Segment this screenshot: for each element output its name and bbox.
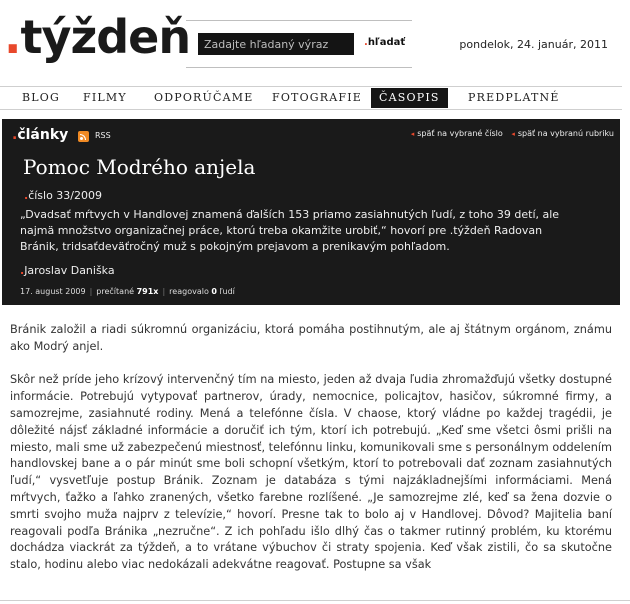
back-to-issue-link[interactable]: ◂ späť na vybrané číslo <box>410 129 503 138</box>
article-paragraph: Skôr než príde jeho krízový intervenčný tím na miesto, jeden až dvaja ľudia zhromažďujú všetky dostupné informácie. Potrebujú vytypovať partnerov, úrady, nemocnice, policajtov, hasičov, súkromné firmy, a samozrejme, zasiahnuté rodiny. Mená a telefónne čísla. V chaose, ktorý vládne po každej tragédii, je dôležité nájsť základné informácie a doručiť ich tým, ktorí ich potrebujú. „Keď sme všetci ôsmi prišli na miesto, mali sme už zabezpečenú miestnosť, telefónnu linku, komunikovali sme s personálnym oddelením handlovskej bane a o pár minút sme boli schopní všetkým, ktorí to potrebovali dať zoznam zasiahnutých ľudí,“ vysvetľuje postup Bránik. Zoznam je databáza s tými najzákladnejšími informáciami. Mená mŕtvych, ťažko a ľahko zranených, všetko farebne rozlíšené. „Je samozrejme zlé, keď sa žena dozvie o smrti svojho muža najprv z televízie,“ hovorí. Presne tak to bolo aj v Handlovej. Dôvod? Majitelia baní reagovali podľa Bránika „nezručne“. Z ich pohľadu išlo dlhý čas o takmer rutinný problém, ku ktorému dochádza viackrát za týždeň, a to vrátane výbuchov či straty spojenia. Keď však zistili, čo sa skutočne stalo, hodinu alebo viac nedokázali adekvátne reagovať. Postupne sa však <box>10 373 612 572</box>
nav-item-casopis[interactable]: ČASOPIS <box>371 88 448 108</box>
search-button[interactable]: .hľadať <box>364 37 406 48</box>
search-input[interactable] <box>198 33 354 55</box>
viewport-edge <box>0 600 630 604</box>
back-to-section-link[interactable]: ◂ späť na vybranú rubriku <box>511 129 614 138</box>
nav-item-fotografie[interactable]: FOTOGRAFIE <box>272 91 363 104</box>
nav-item-blog[interactable]: BLOG <box>22 91 60 104</box>
article-lead: „Dvadsať mŕtvych v Handlovej znamená ďalších 153 priamo zasiahnutých ľudí, z toho 39 detí, ale najmä množstvo organizačnej práce, ktorú treba okamžite urobiť,“ hovorí pre .týždeň Radovan Bránik, tridsaťdeväťročný muž s pokojným prejavom a prenikavým pohľadom. <box>20 208 560 253</box>
article-paragraph: Bránik založil a riadi súkromnú organizáciu, ktorá pomáha postihnutým, ale aj štátnym orgánom, známu ako Modrý anjel. <box>10 323 612 353</box>
article-meta: 17. august 2009 | prečítané 791x | reagovalo 0 ľudí <box>20 287 235 296</box>
article-title: Pomoc Modrého anjela <box>23 155 256 179</box>
section-label[interactable]: .články <box>12 127 69 143</box>
article-author[interactable]: .Jaroslav Daniška <box>20 264 115 277</box>
issue-number[interactable]: .číslo 33/2009 <box>24 189 103 202</box>
publish-date: 17. august 2009 <box>20 287 86 296</box>
current-date: pondelok, 24. január, 2011 <box>459 38 608 51</box>
nav-item-filmy[interactable]: FILMY <box>83 91 127 104</box>
reply-count: 0 <box>211 287 217 296</box>
article-header <box>2 119 620 305</box>
main-nav <box>0 86 622 110</box>
site-logo[interactable]: .týždeň <box>4 10 191 64</box>
back-links <box>405 129 614 138</box>
site-logo-name: týždeň <box>20 10 191 64</box>
rss-link[interactable]: RSS <box>95 131 111 140</box>
nav-item-predplatne[interactable]: PREDPLATNÉ <box>468 91 560 104</box>
nav-item-odporucame[interactable]: ODPORÚČAME <box>154 91 254 104</box>
search-box <box>186 20 412 68</box>
read-count: 791x <box>136 287 159 296</box>
article-body <box>10 322 612 591</box>
rss-icon[interactable] <box>78 131 89 142</box>
